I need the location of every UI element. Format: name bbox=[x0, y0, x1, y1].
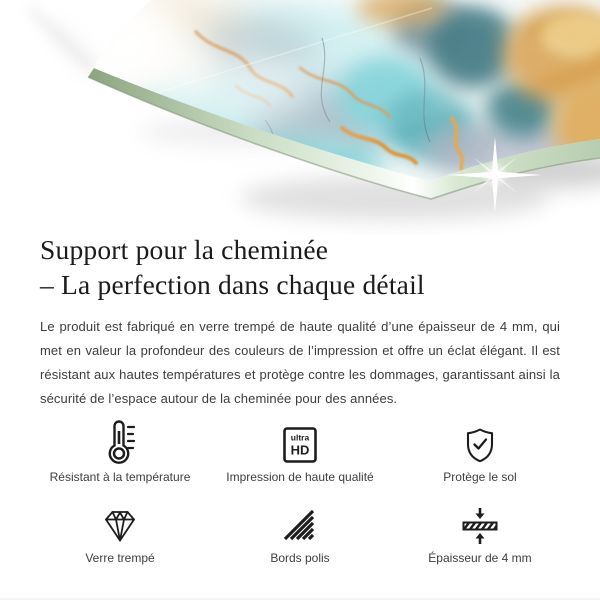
feature-label: Verre trempé bbox=[85, 551, 155, 565]
thickness-icon bbox=[460, 500, 500, 546]
polished-edges-icon bbox=[280, 500, 320, 546]
feature-temperature-resistant bbox=[30, 419, 210, 484]
diamond-icon bbox=[100, 500, 140, 546]
page-title bbox=[40, 232, 560, 302]
page-title-line1: Support pour la cheminée bbox=[40, 234, 329, 265]
feature-label: Résistant à la température bbox=[49, 470, 191, 484]
product-description-section bbox=[0, 232, 600, 411]
feature-hd-print bbox=[210, 419, 390, 484]
feature-label: Épaisseur de 4 mm bbox=[428, 551, 532, 565]
feature-thickness bbox=[390, 500, 570, 565]
product-description-text: Le produit est fabriqué en verre trempé de haute qualité d’une épaisseur de 4 mm, qui met en valeur la profondeur des couleurs de l’impression et offre un éclat élégant. Il est résistant aux hautes températures et protège contre les dommages, garantissant ainsi la sécurité de l’espace autour de la cheminée pour des années. bbox=[40, 319, 560, 406]
hd-text: HD bbox=[290, 442, 310, 458]
feature-tempered-glass bbox=[30, 500, 210, 565]
ultra-text: ultra bbox=[290, 432, 310, 443]
features-grid bbox=[30, 419, 570, 565]
lens-glare bbox=[30, 8, 96, 72]
ultra-hd-icon bbox=[280, 419, 320, 465]
feature-polished-edges bbox=[210, 500, 390, 565]
shield-check-icon bbox=[460, 419, 500, 465]
hero-product-photo bbox=[0, 0, 600, 230]
feature-label: Bords polis bbox=[270, 551, 330, 565]
glass-panel-image bbox=[0, 0, 600, 235]
feature-label: Impression de haute qualité bbox=[226, 470, 374, 484]
feature-floor-protection bbox=[390, 419, 570, 484]
thermometer-icon bbox=[100, 419, 140, 465]
feature-label: Protège le sol bbox=[443, 470, 517, 484]
page-title-line2: – La perfection dans chaque détail bbox=[40, 269, 425, 300]
